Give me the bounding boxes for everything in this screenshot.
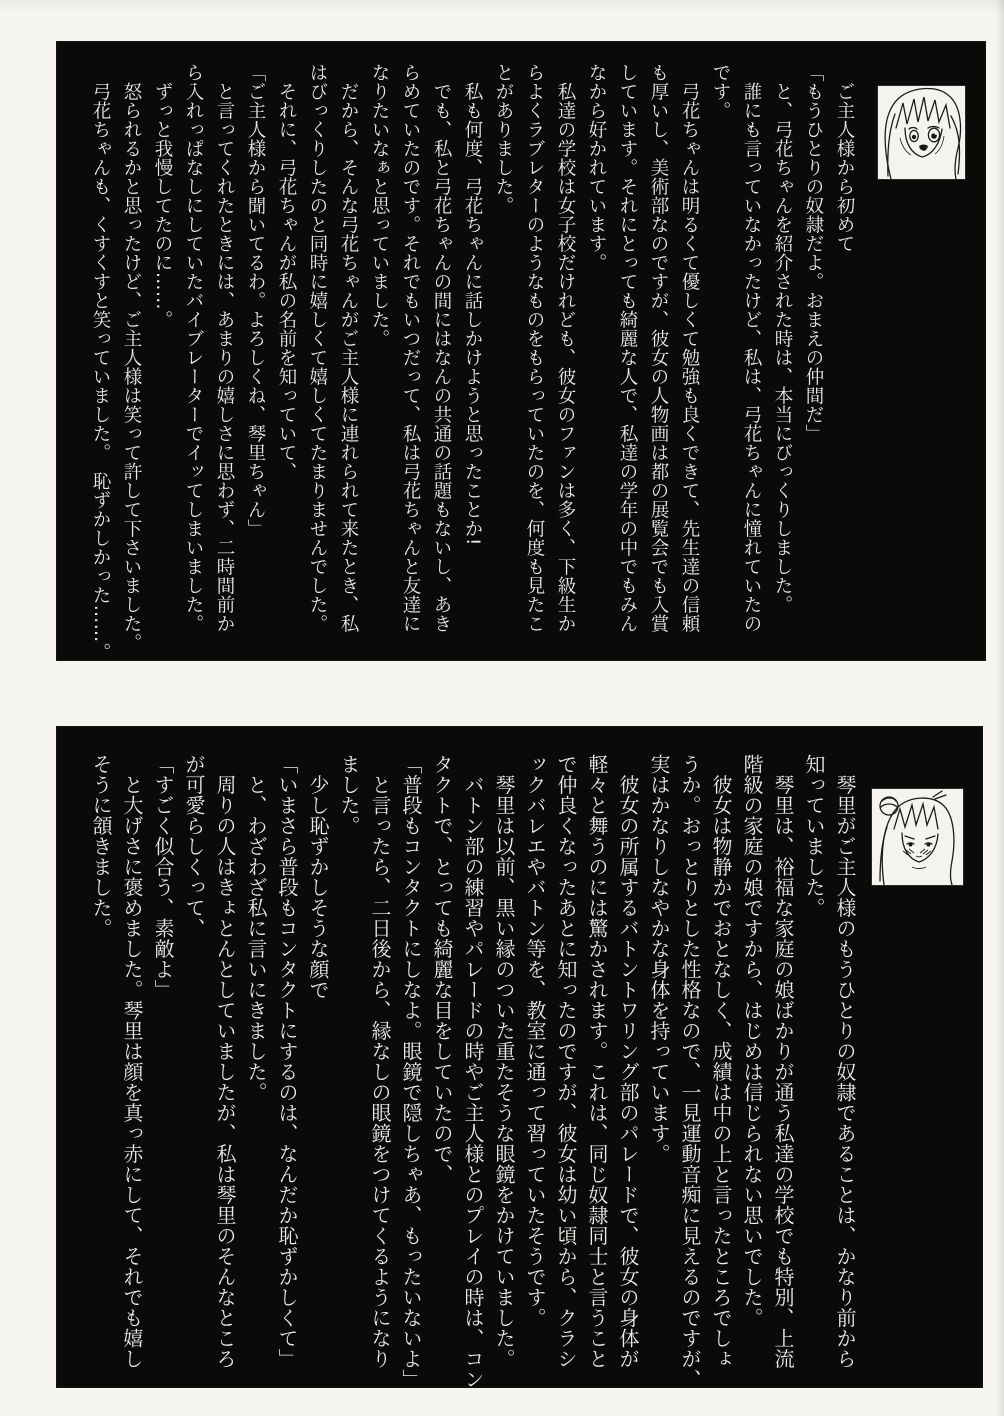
text-line: 彼女の所属するバトントワリング部のパレードで、彼女の身体が xyxy=(616,754,640,1369)
text-line: なから好かれています。 xyxy=(586,63,607,272)
text-line: で仲良くなったあとに知ったのですが、彼女は幼い頃から、クラシ xyxy=(554,754,578,1369)
text-line: 軽々と舞うのには驚かされます。これは、同じ奴隷同士と言うこと xyxy=(585,754,609,1369)
text-line: そうに頷きました。 xyxy=(89,754,113,939)
text-line: 「いまさら普段もコンタクトにするのは、なんだか恥ずかしくて」 xyxy=(275,754,299,1369)
text-line: らよくラブレターのようなものをもらっていたのを、何度も見たこ xyxy=(524,63,545,633)
text-line: 琴里は、裕福な家庭の娘ばかりが通う私達の学校でも特別、上流 xyxy=(771,754,795,1369)
text-line: 琴里は以前、黒い縁のついた重たそうな眼鏡をかけていました。 xyxy=(492,754,516,1369)
text-line: 「すごく似合う、素敵よ」 xyxy=(151,754,175,1000)
text-line: ックバレエやバトン等を、教室に通って習っていたそうです。 xyxy=(523,754,547,1328)
text-line: 「もうひとりの奴隷だよ。おまえの仲間だ」 xyxy=(803,63,824,443)
story-panel-bottom xyxy=(57,727,982,1390)
vertical-text-bottom xyxy=(77,754,860,1390)
text-line: だから、そんな弓花ちゃんがご主人様に連れられて来たとき、私 xyxy=(338,63,359,633)
text-line: でも、私と弓花ちゃんの間にはなんの共通の話題もないし、あき xyxy=(431,63,452,633)
scan-artifact-top xyxy=(0,0,1004,14)
shy-girl-sketch-image xyxy=(872,789,963,885)
text-line: 階級の家庭の娘ですから、はじめは信じられない思いでした。 xyxy=(740,754,764,1328)
text-line: はびっくりしたのと同時に嬉しくて嬉しくてたまりませんでした。 xyxy=(307,63,328,633)
text-line: です。 xyxy=(710,63,731,120)
text-line: 実はかなりしなやかな身体を持っています。 xyxy=(647,754,671,1164)
text-line: ご主人様から初めて xyxy=(834,63,855,253)
story-panel-top xyxy=(57,42,985,660)
text-line: と言ったら、二日後から、縁なしの眼鏡をつけてくるようになり xyxy=(368,754,392,1369)
text-line: も厚いし、美術部なのですが、彼女の人物画は都の展覧会でも入賞 xyxy=(648,63,669,633)
text-line: 「ご主人様から聞いてるわ。よろしくね、琴里ちゃん」 xyxy=(245,63,266,538)
text-line: ました。 xyxy=(337,754,361,836)
text-line: 私達の学校は女子校だけれども、彼女のファンは多く、下級生か xyxy=(555,63,576,633)
vertical-text-top xyxy=(79,63,860,662)
text-line: 彼女は物静かでおとなしく、成績は中の上と言ったところでしょ xyxy=(709,754,733,1369)
excited-girl-illustration xyxy=(878,86,965,179)
text-line: ら入れっぱなしにしていたバイブレーターでイッてしまいました。 xyxy=(183,63,204,633)
excited-girl-sketch-image xyxy=(878,86,965,179)
text-line: 周りの人はきょとんとしていましたが、私は琴里のそんなところ xyxy=(213,754,237,1369)
text-line: 少し恥ずかしそうな顔で xyxy=(306,754,330,1000)
text-line: 「普段もコンタクトにしなよ。眼鏡で隠しちゃあ、もったいないよ」 xyxy=(399,754,423,1390)
text-line: 知っていました。 xyxy=(802,754,826,918)
text-line: しています。それにとっても綺麗な人で、私達の学年の中でもみん xyxy=(617,63,638,633)
text-line: が可愛らしくって、 xyxy=(182,754,206,939)
text-line: 私も何度、弓花ちゃんに話しかけようと思ったことか! xyxy=(462,63,483,546)
text-line: らめていたのです。それでもいつだって、私は弓花ちゃんと友達に xyxy=(400,63,421,633)
text-line: と言ってくれたときには、あまりの嬉しさに思わず、二時間前か xyxy=(214,63,235,633)
text-line: うか。おっとりとした性格なので、一見運動音痴に見えるのですが、 xyxy=(678,754,702,1390)
text-line: と大げさに褒めました。琴里は顔を真っ赤にして、それでも嬉し xyxy=(120,754,144,1369)
shy-girl-illustration xyxy=(872,789,963,885)
text-line: バトン部の練習やパレードの時やご主人様とのプレイの時は、コン xyxy=(461,754,485,1390)
text-line: 琴里がご主人様のもうひとりの奴隷であることは、かなり前から xyxy=(833,754,857,1369)
scan-artifact-right-edge xyxy=(996,0,1004,1416)
text-line: 誰にも言っていなかったけど、私は、弓花ちゃんに憧れていたの xyxy=(741,63,762,633)
text-line: タクトで、とっても綺麗な目をしていたので、 xyxy=(430,754,454,1185)
text-line: と、わざわざ私に言いにきました。 xyxy=(244,754,268,1103)
text-line: それに、弓花ちゃんが私の名前を知っていて、 xyxy=(276,63,297,481)
text-line: とがありました。 xyxy=(493,63,514,215)
text-line: 弓花ちゃんも、くすくすと笑っていました。 恥ずかしかった……。 xyxy=(90,63,111,662)
text-line: 怒られるかと思ったけど、ご主人様は笑って許して下さいました。 xyxy=(121,63,142,652)
text-line: と、弓花ちゃんを紹介された時は、本当にびっくりしました。 xyxy=(772,63,793,614)
text-line: 弓花ちゃんは明るくて優しくて勉強も良くできて、先生達の信頼 xyxy=(679,63,700,633)
text-line: ずっと我慢してたのに……。 xyxy=(152,63,173,329)
text-line: なりたいなぁと思っていました。 xyxy=(369,63,390,348)
